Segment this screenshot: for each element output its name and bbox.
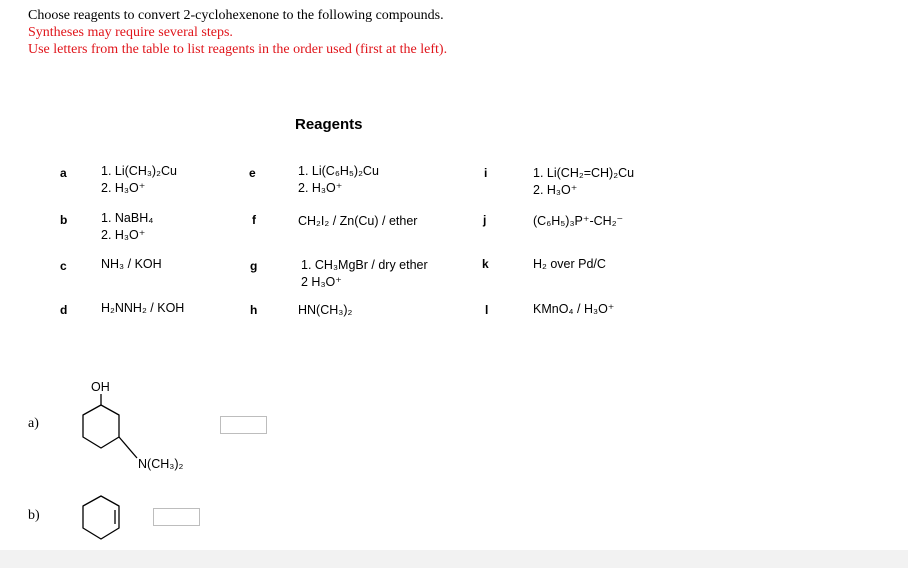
reagent-a-step-2: 2. H₃O⁺ <box>101 181 146 195</box>
reagent-b-step-2: 2. H₃O⁺ <box>101 228 146 242</box>
reagent-e-step-1: 1. Li(C₆H₅)₂Cu <box>298 164 379 178</box>
instruction-line-3: Use letters from the table to list reagents in the order used (first at the left). <box>28 42 448 57</box>
reagent-k-step-1: H₂ over Pd/C <box>533 257 606 271</box>
reagent-a-step-1: 1. Li(CH₃)₂Cu <box>101 164 177 178</box>
reagent-letter-i: i <box>484 166 488 180</box>
problem-a-label: a) <box>28 416 39 431</box>
problem-b-label: b) <box>28 508 40 523</box>
reagent-l-step-1: KMnO₄ / H₃O⁺ <box>533 302 615 316</box>
reagent-c-step-1: NH₃ / KOH <box>101 257 162 271</box>
instruction-line-1: Choose reagents to convert 2-cyclohexenone to the following compounds. <box>28 8 444 23</box>
reagent-letter-e: e <box>249 166 256 180</box>
reagent-i-step-2: 2. H₃O⁺ <box>533 183 578 197</box>
instruction-line-2: Syntheses may require several steps. <box>28 25 233 40</box>
reagent-b-step-1: 1. NaBH₄ <box>101 211 154 225</box>
reagent-letter-l: l <box>485 303 489 317</box>
reagent-letter-f: f <box>252 213 256 227</box>
reagent-d-step-1: H₂NNH₂ / KOH <box>101 301 185 315</box>
reagent-letter-j: j <box>483 213 487 227</box>
reagent-e-step-2: 2. H₃O⁺ <box>298 181 343 195</box>
reagent-letter-c: c <box>60 259 67 273</box>
footer-bar <box>0 550 908 568</box>
reagent-f-step-1: CH₂I₂ / Zn(Cu) / ether <box>298 214 418 228</box>
reagent-g-step-1: 1. CH₃MgBr / dry ether <box>301 258 428 272</box>
reagent-h-step-1: HN(CH₃)₂ <box>298 303 353 317</box>
reagents-heading: Reagents <box>295 116 363 133</box>
problem-a-amine-label: N(CH₃)₂ <box>138 457 184 471</box>
reagent-i-step-1: 1. Li(CH₂=CH)₂Cu <box>533 166 635 180</box>
reagent-letter-d: d <box>60 303 68 317</box>
reagent-g-step-2: 2 H₃O⁺ <box>301 275 342 289</box>
problem-a-hydroxyl-label: OH <box>91 380 110 394</box>
reagent-letter-g: g <box>250 259 258 273</box>
reagent-letter-b: b <box>60 213 68 227</box>
reagent-letter-h: h <box>250 303 258 317</box>
reagent-letter-k: k <box>482 257 489 271</box>
reagent-j-step-1: (C₆H₅)₃P⁺-CH₂⁻ <box>533 214 624 228</box>
problem-b-answer-input[interactable] <box>153 508 200 526</box>
reagent-letter-a: a <box>60 166 67 180</box>
